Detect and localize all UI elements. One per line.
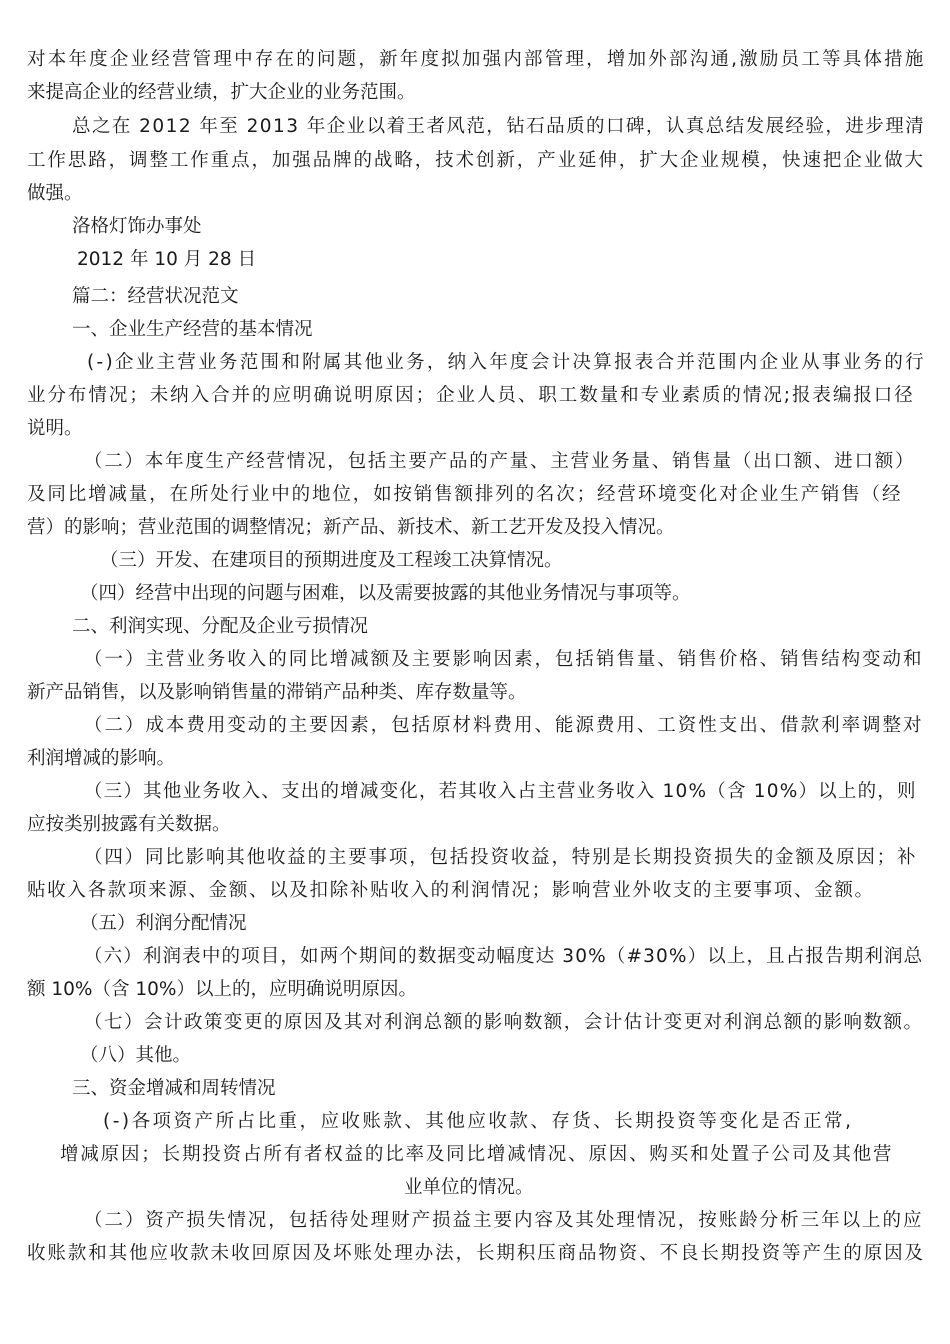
paragraph-line: 营）的影响；营业范围的调整情况；新产品、新技术、新工艺开发及投入情况。 (27, 517, 675, 538)
paragraph-line: 总之在 2012 年至 2013 年企业以着王者风范，钻石品质的口碑，认真总结发展经验，进步理清 (72, 116, 926, 137)
paragraph-line: 来提高企业的经营业绩，扩大企业的业务范围。 (27, 82, 416, 103)
paragraph-line: （一）主营业务收入的同比增减额及主要影响因素，包括销售量、销售价格、销售结构变动和 (84, 649, 924, 670)
paragraph-line: 贴收入各款项来源、金额、以及扣除补贴收入的利润情况；影响营业外收支的主要事项、金额。 (27, 880, 875, 901)
paragraph-line: 及同比增减量，在所处行业中的地位，如按销售额排列的名次；经营环境变化对企业生产销售（经 (27, 484, 903, 505)
paragraph-line: （二）成本费用变动的主要因素，包括原材料费用、能源费用、工资性支出、借款利率调整对 (84, 715, 924, 736)
paragraph-line: 工作思路，调整工作重点，加强品牌的战略，技术创新，产业延伸，扩大企业规模，快速把企业做大 (27, 150, 925, 171)
paragraph-line: （二）资产损失情况，包括待处理财产损益主要内容及其处理情况，按账龄分析三年以上的应 (84, 1210, 924, 1231)
heading-3: 三、资金增减和周转情况 (72, 1078, 276, 1099)
paragraph-line: (-)各项资产所占比重，应收账款、其他应收款、存货、长期投资等变化是否正常, (103, 1111, 854, 1132)
paragraph-line: （四）同比影响其他收益的主要事项，包括投资收益，特别是长期投资损失的金额及原因；补 (84, 847, 918, 868)
heading-2: 二、利润实现、分配及企业亏损情况 (72, 616, 369, 637)
paragraph-line: 额 10%（含 10%）以上的，应明确说明原因。 (27, 979, 418, 1000)
paragraph-line: 收账款和其他应收款未收回原因及坏账处理办法，长期积压商品物资、不良长期投资等产生的原因及 (27, 1243, 925, 1264)
paragraph-line: 对本年度企业经营管理中存在的问题，新年度拟加强内部管理，增加外部沟通,激励员工等具体措施 (27, 49, 926, 70)
paragraph-line: （二）本年度生产经营情况，包括主要产品的产量、主营业务量、销售量（出口额、进口额） (84, 451, 916, 472)
paragraph-line: 增减原因；长期投资占所有者权益的比率及同比增减情况、原因、购买和处置子公司及其他营 (60, 1144, 894, 1165)
paragraph-line: 做强。 (27, 183, 83, 204)
paragraph-line: （三）其他业务收入、支出的增减变化，若其收入占主营业务收入 10%（含 10%）以上的，则 (84, 781, 917, 802)
paragraph-line: 应按类别披露有关数据。 (27, 814, 231, 835)
paragraph-line: 新产品销售，以及影响销售量的滞销产品种类、库存数量等。 (27, 682, 527, 703)
paragraph-line: 业分布情况；未纳入合并的应明确说明原因；企业人员、职工数量和专业素质的情况;报表编报口径 (27, 385, 915, 406)
paragraph-line: 业单位的情况。 (404, 1177, 534, 1198)
signature-org: 洛格灯饰办事处 (72, 216, 202, 237)
paragraph-line: （七）会计政策变更的原因及其对利润总额的影响数额，会计估计变更对利润总额的影响数额。 (84, 1012, 924, 1033)
signature-date: 2012 年 10 月 28 日 (77, 249, 257, 270)
paragraph-line: (-)企业主营业务范围和附属其他业务，纳入年度会计决算报表合并范围内企业从事业务的行 (87, 352, 926, 373)
paragraph-line: （五）利润分配情况 (80, 913, 247, 934)
paragraph-line: （四）经营中出现的问题与困难，以及需要披露的其他业务情况与事项等。 (80, 583, 691, 604)
paragraph-line: 利润增减的影响。 (27, 748, 176, 769)
paragraph-line: （三）开发、在建项目的预期进度及工程竣工决算情况。 (100, 550, 563, 571)
paragraph-line: （八）其他。 (80, 1045, 192, 1066)
heading-1: 一、企业生产经营的基本情况 (72, 319, 313, 340)
paragraph-line: 说明。 (27, 418, 83, 439)
paragraph-line: （六）利润表中的项目，如两个期间的数据变动幅度达 30%（#30%）以上，且占报告期利润总 (84, 946, 924, 967)
section-title: 篇二：经营状况范文 (72, 286, 239, 307)
